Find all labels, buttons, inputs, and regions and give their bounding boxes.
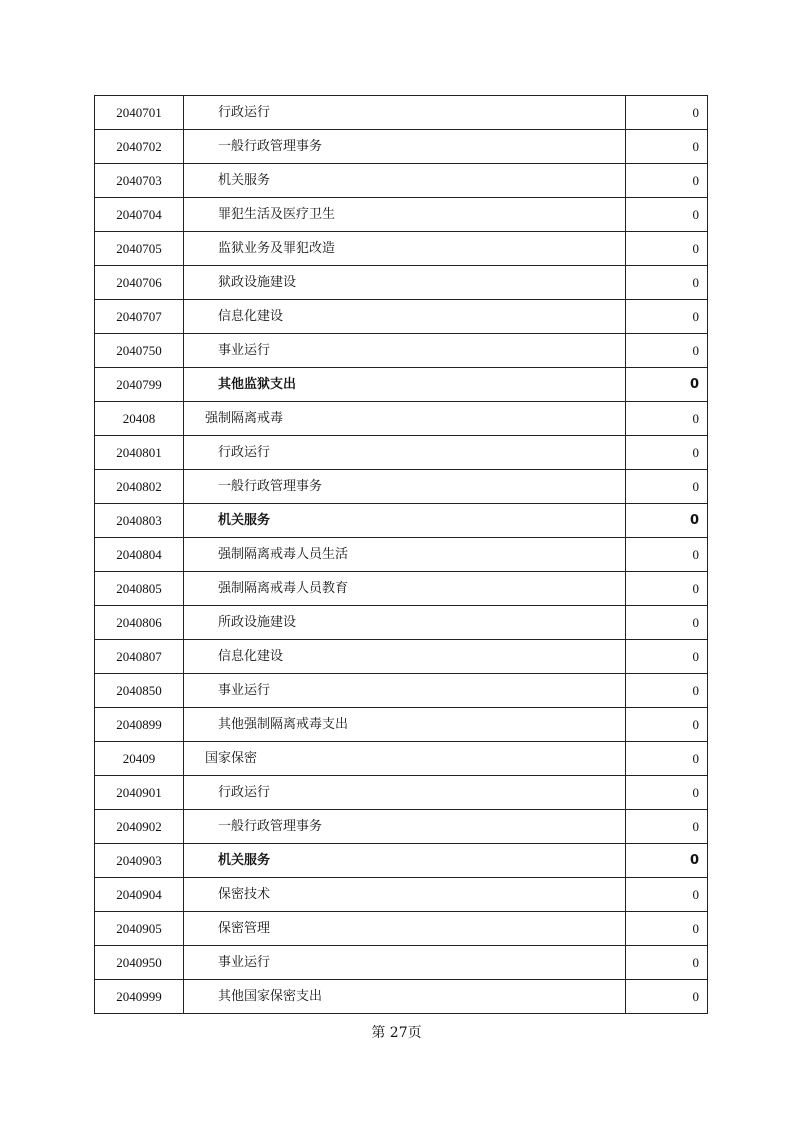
table-row xyxy=(95,538,708,572)
table-row xyxy=(95,470,708,504)
item-name: 事业运行 xyxy=(184,674,626,708)
table-row xyxy=(95,300,708,334)
table-row xyxy=(95,402,708,436)
table-row xyxy=(95,708,708,742)
item-code: 2040899 xyxy=(95,708,184,742)
table-row xyxy=(95,436,708,470)
item-name: 行政运行 xyxy=(184,96,626,130)
item-name: 保密技术 xyxy=(184,878,626,912)
item-code: 2040902 xyxy=(95,810,184,844)
item-name: 强制隔离戒毒人员生活 xyxy=(184,538,626,572)
item-amount: 0 xyxy=(626,810,708,844)
item-name: 国家保密 xyxy=(184,742,626,776)
table-row xyxy=(95,878,708,912)
item-amount: 0 xyxy=(626,538,708,572)
item-amount: 0 xyxy=(626,708,708,742)
item-code: 2040702 xyxy=(95,130,184,164)
table-row xyxy=(95,776,708,810)
table-row xyxy=(95,844,708,878)
item-amount: 0 xyxy=(626,912,708,946)
item-amount: 0 xyxy=(626,198,708,232)
table-row xyxy=(95,368,708,402)
item-amount: 0 xyxy=(626,300,708,334)
item-amount: 0 xyxy=(626,742,708,776)
item-code: 20409 xyxy=(95,742,184,776)
table-row xyxy=(95,130,708,164)
item-amount: 0 xyxy=(626,96,708,130)
item-code: 2040901 xyxy=(95,776,184,810)
item-amount: 0 xyxy=(626,334,708,368)
item-code: 2040905 xyxy=(95,912,184,946)
item-code: 20408 xyxy=(95,402,184,436)
item-code: 2040950 xyxy=(95,946,184,980)
item-name: 监狱业务及罪犯改造 xyxy=(184,232,626,266)
item-amount: 0 xyxy=(626,130,708,164)
item-code: 2040703 xyxy=(95,164,184,198)
item-amount: 0 xyxy=(626,436,708,470)
item-amount: 0 xyxy=(626,844,708,878)
item-code: 2040799 xyxy=(95,368,184,402)
table-row xyxy=(95,674,708,708)
item-code: 2040806 xyxy=(95,606,184,640)
table-row xyxy=(95,334,708,368)
table-row xyxy=(95,742,708,776)
table-row xyxy=(95,266,708,300)
item-code: 2040701 xyxy=(95,96,184,130)
table-row xyxy=(95,572,708,606)
item-code: 2040804 xyxy=(95,538,184,572)
item-code: 2040707 xyxy=(95,300,184,334)
item-amount: 0 xyxy=(626,164,708,198)
table-row xyxy=(95,198,708,232)
item-name: 事业运行 xyxy=(184,946,626,980)
item-name: 狱政设施建设 xyxy=(184,266,626,300)
item-amount: 0 xyxy=(626,674,708,708)
budget-table-body xyxy=(95,96,708,1014)
item-code: 2040801 xyxy=(95,436,184,470)
item-amount: 0 xyxy=(626,504,708,538)
item-code: 2040807 xyxy=(95,640,184,674)
table-row xyxy=(95,980,708,1014)
item-name: 强制隔离戒毒人员教育 xyxy=(184,572,626,606)
item-name: 一般行政管理事务 xyxy=(184,130,626,164)
item-amount: 0 xyxy=(626,266,708,300)
item-name: 一般行政管理事务 xyxy=(184,810,626,844)
table-row xyxy=(95,164,708,198)
item-amount: 0 xyxy=(626,232,708,266)
item-amount: 0 xyxy=(626,572,708,606)
item-name: 强制隔离戒毒 xyxy=(184,402,626,436)
table-row xyxy=(95,504,708,538)
table-row xyxy=(95,946,708,980)
item-name: 信息化建设 xyxy=(184,640,626,674)
table-row xyxy=(95,96,708,130)
item-name: 其他强制隔离戒毒支出 xyxy=(184,708,626,742)
item-name: 事业运行 xyxy=(184,334,626,368)
item-code: 2040704 xyxy=(95,198,184,232)
budget-table xyxy=(94,95,708,1014)
item-code: 2040904 xyxy=(95,878,184,912)
item-code: 2040903 xyxy=(95,844,184,878)
item-code: 2040803 xyxy=(95,504,184,538)
item-name: 一般行政管理事务 xyxy=(184,470,626,504)
item-amount: 0 xyxy=(626,776,708,810)
item-code: 2040750 xyxy=(95,334,184,368)
item-amount: 0 xyxy=(626,640,708,674)
item-amount: 0 xyxy=(626,878,708,912)
table-row xyxy=(95,232,708,266)
item-name: 所政设施建设 xyxy=(184,606,626,640)
item-code: 2040999 xyxy=(95,980,184,1014)
item-amount: 0 xyxy=(626,368,708,402)
page-number: 第 27页 xyxy=(371,1025,422,1041)
table-row xyxy=(95,810,708,844)
item-name: 保密管理 xyxy=(184,912,626,946)
item-code: 2040805 xyxy=(95,572,184,606)
table-row xyxy=(95,606,708,640)
item-code: 2040802 xyxy=(95,470,184,504)
item-name: 机关服务 xyxy=(184,844,626,878)
table-row xyxy=(95,912,708,946)
table-row xyxy=(95,640,708,674)
item-name: 机关服务 xyxy=(184,504,626,538)
item-name: 信息化建设 xyxy=(184,300,626,334)
item-code: 2040850 xyxy=(95,674,184,708)
item-amount: 0 xyxy=(626,402,708,436)
item-code: 2040705 xyxy=(95,232,184,266)
item-amount: 0 xyxy=(626,606,708,640)
item-name: 罪犯生活及医疗卫生 xyxy=(184,198,626,232)
item-amount: 0 xyxy=(626,470,708,504)
item-name: 机关服务 xyxy=(184,164,626,198)
item-code: 2040706 xyxy=(95,266,184,300)
item-name: 其他国家保密支出 xyxy=(184,980,626,1014)
item-name: 行政运行 xyxy=(184,776,626,810)
item-amount: 0 xyxy=(626,980,708,1014)
item-name: 行政运行 xyxy=(184,436,626,470)
item-name: 其他监狱支出 xyxy=(184,368,626,402)
item-amount: 0 xyxy=(626,946,708,980)
